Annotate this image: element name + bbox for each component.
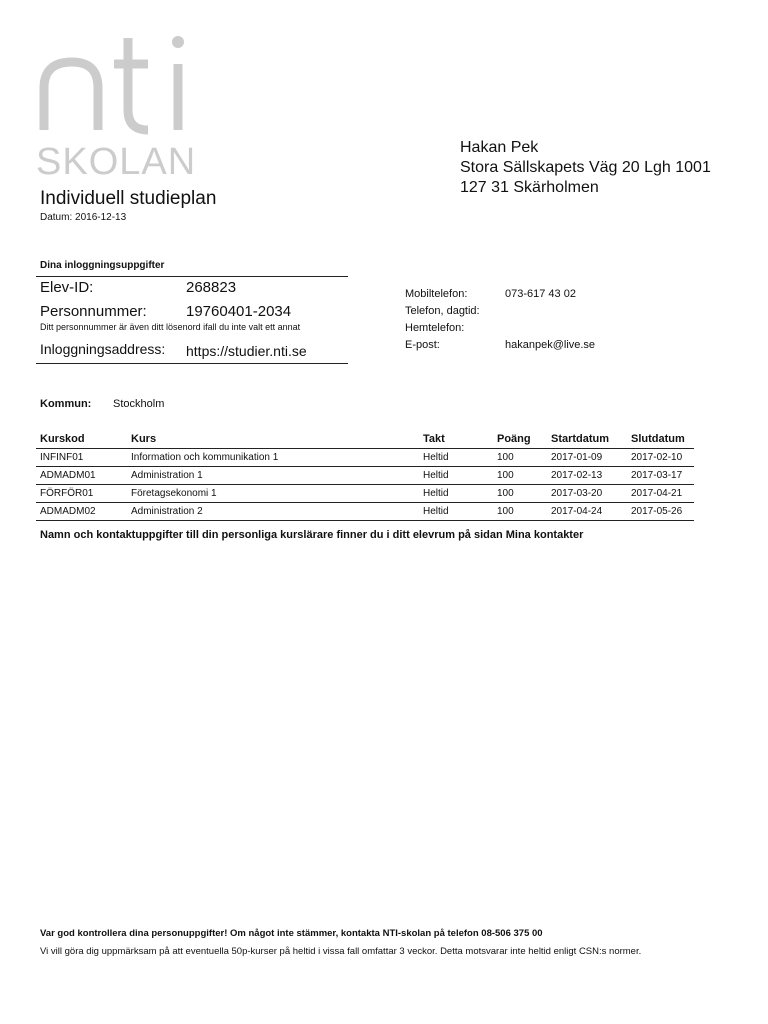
course-end: 2017-03-17 [627, 467, 694, 485]
course-code: ADMADM01 [36, 467, 127, 485]
table-row [36, 449, 694, 467]
recipient-address [460, 138, 711, 198]
table-row [36, 503, 694, 521]
course-pace: Heltid [419, 449, 493, 467]
course-name: Företagsekonomi 1 [127, 485, 419, 503]
kommun-value: Stockholm [113, 398, 165, 410]
course-points: 100 [493, 485, 547, 503]
course-start: 2017-02-13 [547, 467, 627, 485]
personal-number-label: Personnummer: [40, 303, 147, 320]
header-start: Startdatum [547, 430, 627, 449]
header-end: Slutdatum [627, 430, 694, 449]
document-date: Datum: 2016-12-13 [40, 212, 127, 223]
header-points: Poäng [493, 430, 547, 449]
course-end: 2017-02-10 [627, 449, 694, 467]
course-start: 2017-01-09 [547, 449, 627, 467]
course-name: Administration 1 [127, 467, 419, 485]
header-course: Kurs [127, 430, 419, 449]
header-pace: Takt [419, 430, 493, 449]
login-box [36, 276, 348, 364]
logo-wordmark: SKOLAN [36, 141, 196, 180]
recipient-street: Stora Sällskapets Väg 20 Lgh 1001 [460, 159, 711, 176]
document-title: Individuell studieplan [40, 188, 217, 209]
student-id-value: 268823 [186, 279, 237, 296]
recipient-city: 127 31 Skärholmen [460, 179, 599, 196]
course-start: 2017-03-20 [547, 485, 627, 503]
courses-table [36, 430, 694, 521]
course-end: 2017-04-21 [627, 485, 694, 503]
course-code: ADMADM02 [36, 503, 127, 521]
footer-check-notice: Var god kontrollera dina personuppgifter! Om något inte stämmer, kontakta NTI-skolan på telefon 08-506 375 00 [40, 928, 543, 939]
recipient-name: Hakan Pek [460, 139, 539, 156]
course-pace: Heltid [419, 485, 493, 503]
mobile-value: 073-617 43 02 [505, 288, 576, 300]
course-points: 100 [493, 503, 547, 521]
home-phone-label: Hemtelefon: [405, 322, 465, 334]
course-end: 2017-05-26 [627, 503, 694, 521]
table-row [36, 485, 694, 503]
login-address-label: Inloggningsaddress: [40, 341, 166, 357]
mobile-label: Mobiltelefon: [405, 288, 468, 300]
course-code: INFINF01 [36, 449, 127, 467]
email-value: hakanpek@live.se [505, 339, 596, 351]
course-name: Administration 2 [127, 503, 419, 521]
course-pace: Heltid [419, 503, 493, 521]
nti-skolan-logo [36, 30, 196, 180]
header-code: Kurskod [36, 430, 127, 449]
course-points: 100 [493, 467, 547, 485]
login-section-title: Dina inloggningsuppgifter [40, 260, 165, 271]
day-phone-label: Telefon, dagtid: [405, 305, 480, 317]
course-pace: Heltid [419, 467, 493, 485]
course-name: Information och kommunikation 1 [127, 449, 419, 467]
course-points: 100 [493, 449, 547, 467]
login-address-value[interactable]: https://studier.nti.se [186, 343, 307, 359]
courses-header-row [36, 430, 694, 449]
table-row [36, 467, 694, 485]
student-id-label: Elev-ID: [40, 279, 94, 296]
course-start: 2017-04-24 [547, 503, 627, 521]
course-code: FÖRFÖR01 [36, 485, 127, 503]
personal-number-value: 19760401-2034 [186, 303, 292, 320]
teacher-contact-note: Namn och kontaktuppgifter till din personliga kurslärare finner du i ditt elevrum på sidan Mina kontakter [40, 529, 584, 541]
password-note: Ditt personnummer är även ditt lösenord ifall du inte valt ett annat [40, 322, 301, 332]
email-label: E-post: [405, 339, 440, 351]
footer-csn-notice: Vi vill göra dig uppmärksam på att eventuella 50p-kurser på heltid i vissa fall omfattar 3 veckor. Detta motsvarar inte heltid enligt CSN:s normer. [40, 946, 642, 957]
kommun-label: Kommun: [40, 398, 92, 410]
